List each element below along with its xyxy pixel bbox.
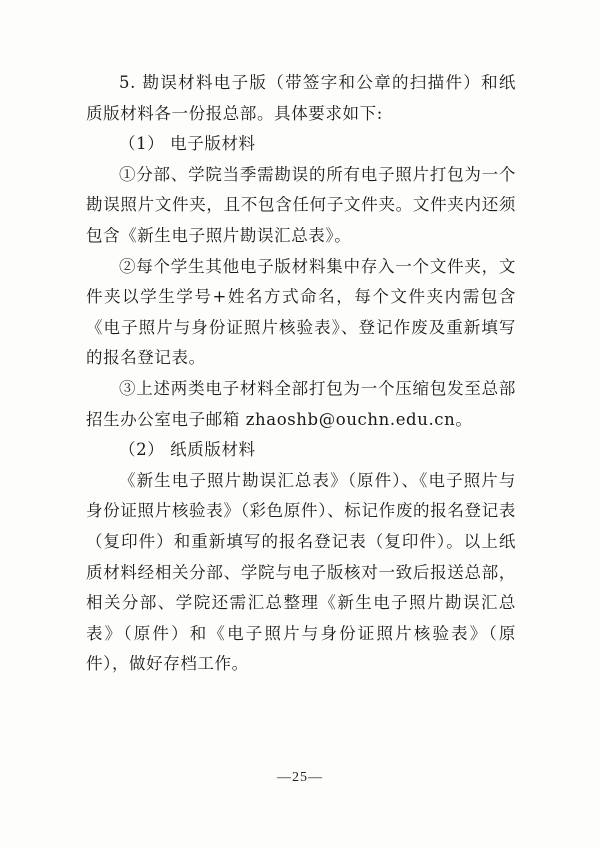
paragraph-electronic-photos: ①分部、学院当季需勘误的所有电子照片打包为一个勘误照片文件夹，且不包含任何子文件夹。文件夹内还须包含《新生电子照片勘误汇总表》。 — [86, 164, 516, 245]
section-heading-paper: （2） 纸质版材料 — [119, 440, 256, 460]
paragraph-electronic-email: ③上述两类电子材料全部打包为一个压缩包发至总部招生办公室电子邮箱 zhaoshb@ouchn.edu.cn。 — [86, 378, 516, 429]
paragraph-paper-materials: 《新生电子照片勘误汇总表》（原件）、《电子照片与身份证照片核验表》（彩色原件）、标记作废的报名登记表（复印件）和重新填写的报名登记表（复印件）。以上纸质材料经相关分部、学院与电子版核对一致后报送总部，相关分部、学院还需汇总整理《新生电子照片勘误汇总表》（原件）和《电子照片与身份证照片核验表》（原件），做好存档工作。 — [86, 470, 516, 674]
page-number: —25— — [277, 770, 323, 785]
paragraph-electronic-folders: ②每个学生其他电子版材料集中存入一个文件夹，文件夹以学生学号+姓名方式命名，每个文件夹内需包含《电子照片与身份证照片核验表》、登记作废及重新填写的报名登记表。 — [86, 256, 516, 368]
document-body — [86, 68, 516, 680]
section-heading-electronic: （1） 电子版材料 — [119, 134, 256, 154]
paragraph-item-5-requirements: 5. 勘误材料电子版（带签字和公章的扫描件）和纸质版材料各一份报总部。具体要求如下: — [86, 73, 516, 123]
